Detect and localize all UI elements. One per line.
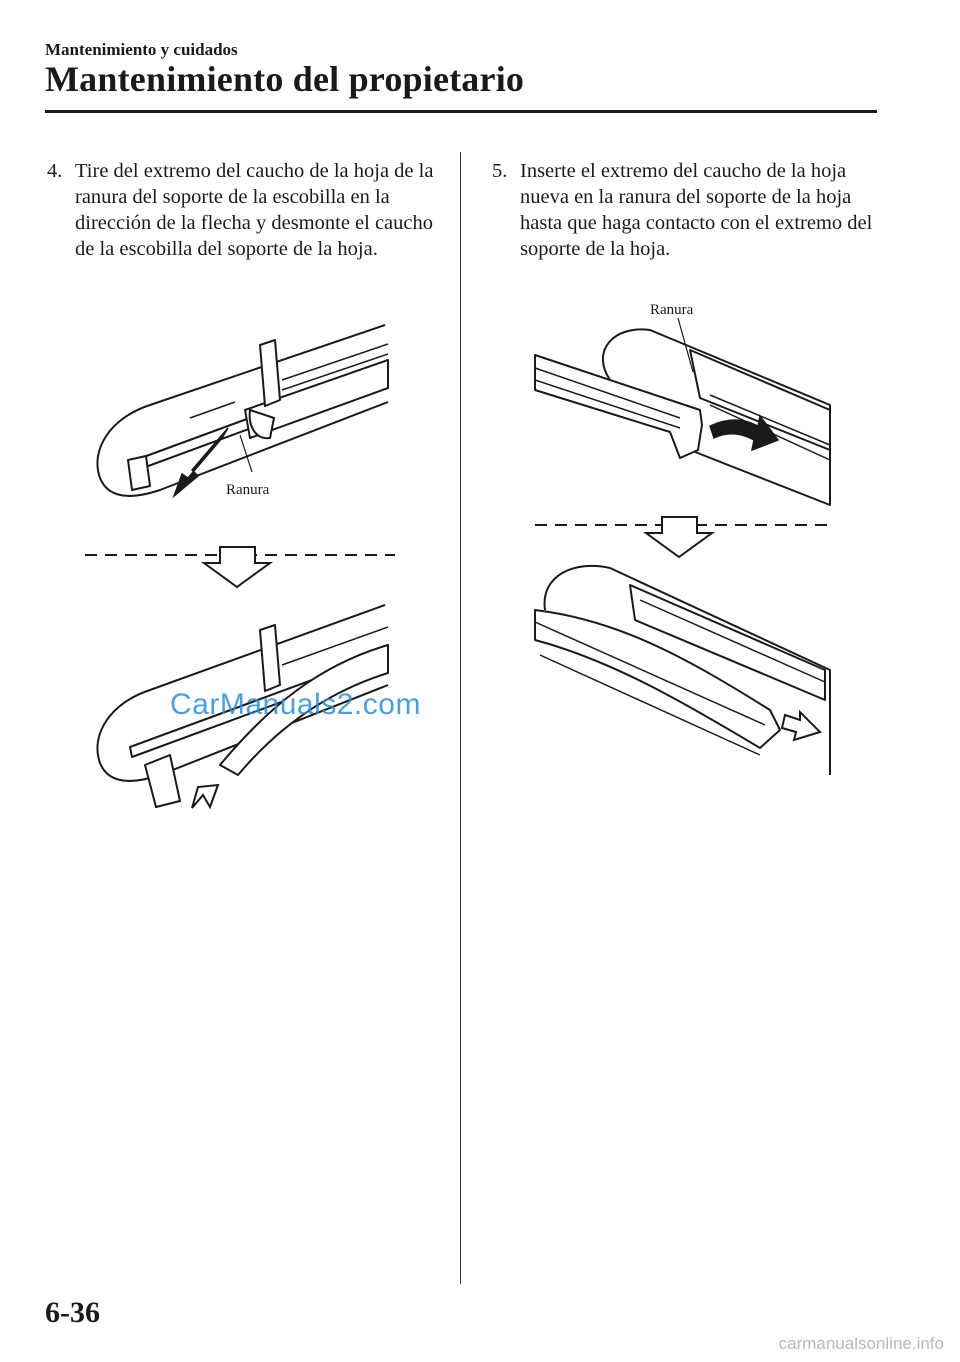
page-title: Mantenimiento del propietario (45, 59, 525, 99)
sequence-arrow (85, 545, 395, 590)
down-arrow-icon (646, 517, 712, 557)
page-number: 6-36 (45, 1296, 100, 1329)
pull-down-arrow-icon (192, 785, 218, 808)
step-number: 5. (492, 160, 508, 182)
step-4 (47, 158, 442, 262)
wiper-installed-illustration (530, 560, 835, 780)
groove-callout: Ranura (226, 482, 270, 498)
wiper-insert-illustration (530, 300, 835, 505)
wiper-removal-illustration (70, 310, 400, 510)
step-text: Inserte el extremo del caucho de la hoja nueva en la ranura del soporte de la hoja hasta que haga contacto con el extremo del soporte de la hoja. (520, 160, 873, 260)
watermark: CarManuals2.com (170, 688, 421, 721)
footer-site: carmanualsonline.info (778, 1334, 944, 1353)
header-rule (45, 110, 877, 113)
sequence-arrow (535, 515, 835, 560)
down-arrow-icon (204, 547, 270, 587)
section-label: Mantenimiento y cuidados (45, 40, 238, 59)
step-5 (492, 158, 877, 262)
groove-callout: Ranura (650, 302, 694, 318)
step-text: Tire del extremo del caucho de la hoja de la ranura del soporte de la escobilla en la dirección de la flecha y desmonte el caucho de la escobilla del soporte de la hoja. (75, 160, 434, 260)
step-number: 4. (47, 160, 63, 182)
column-divider (460, 152, 461, 1284)
